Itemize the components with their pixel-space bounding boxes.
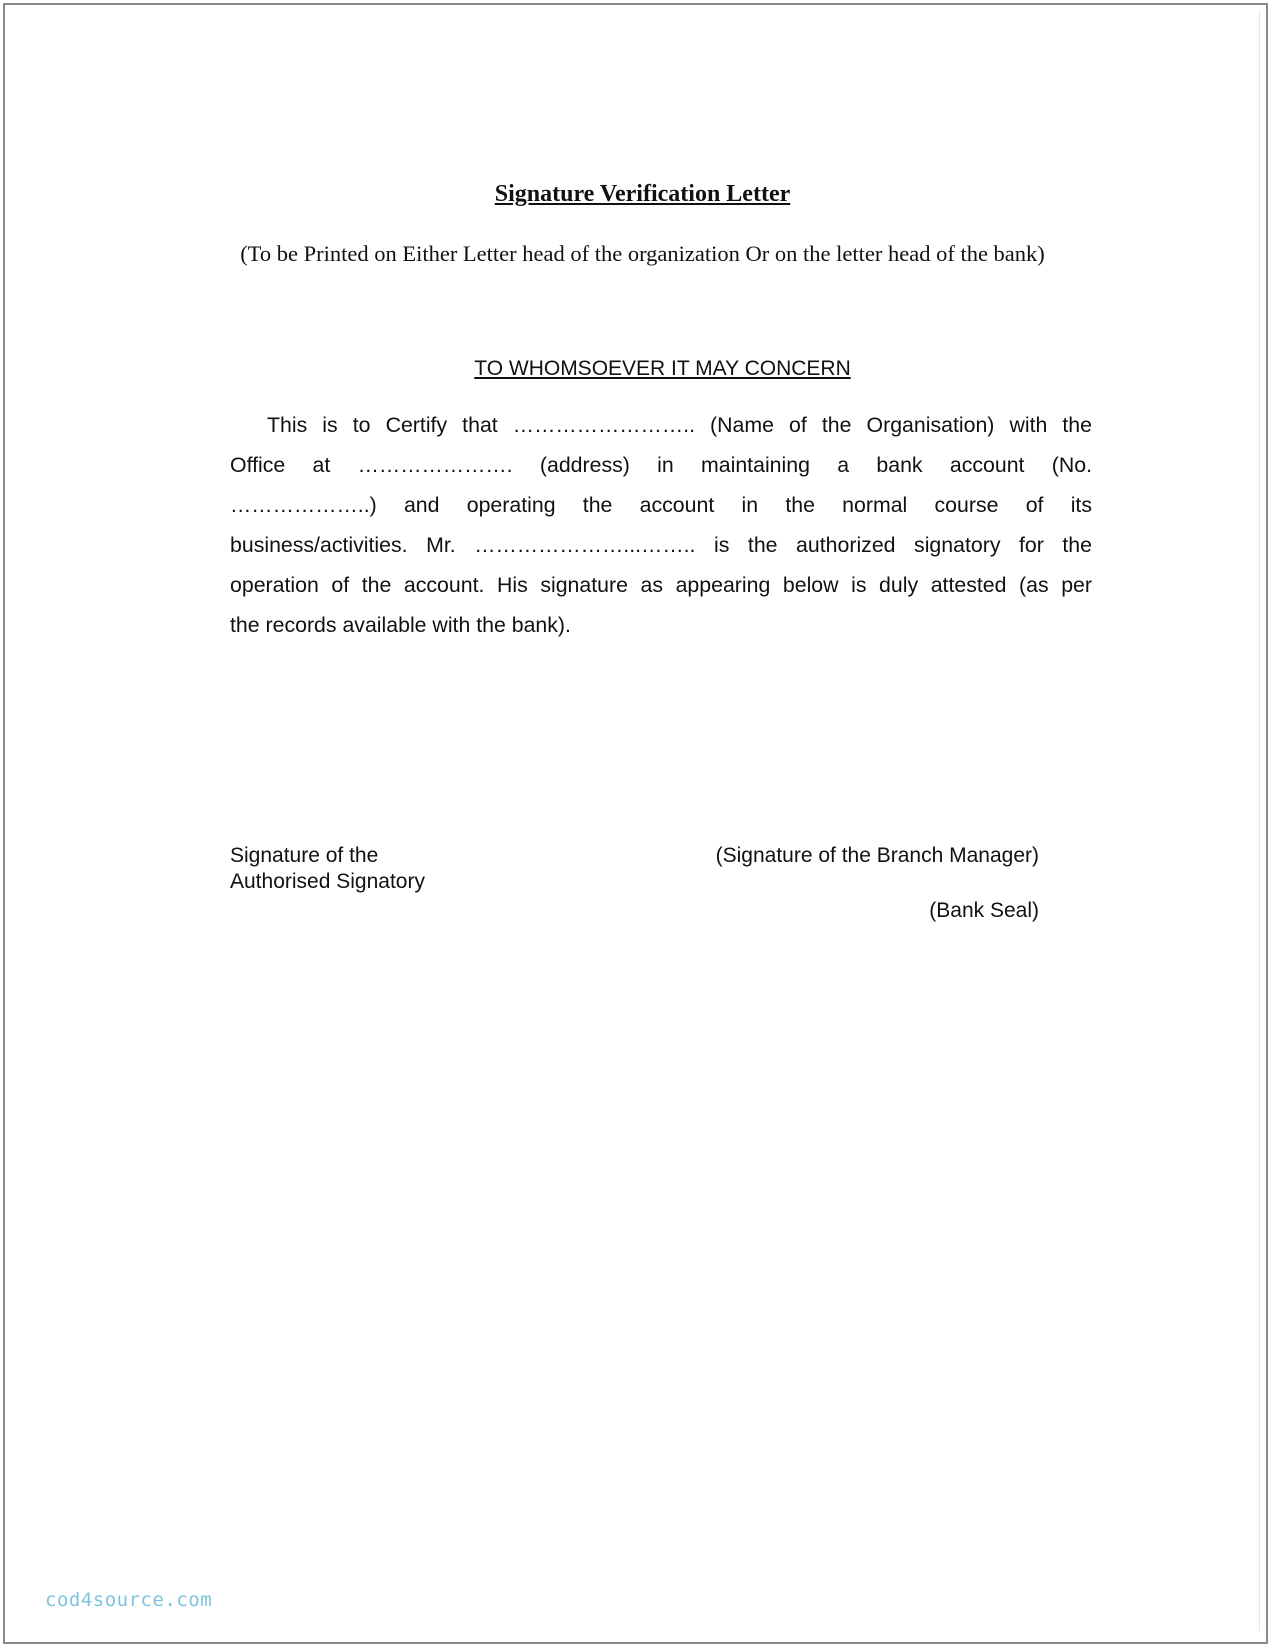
body-line-6: the records available with the bank). [230, 613, 571, 637]
body-line-1: This is to Certify that …………………….. (Name of the Organisation) with the [267, 413, 1092, 437]
authorised-signatory-block [230, 843, 425, 895]
bank-seal-label: (Bank Seal) [929, 899, 1039, 922]
letter-page [3, 3, 1268, 1644]
body-line-5: operation of the account. His signature as appearing below is duly attested (as per [230, 573, 1092, 597]
authorised-signatory-line-2: Authorised Signatory [230, 870, 425, 893]
body-line-3: ………………..) and operating the account in the normal course of its [230, 493, 1092, 517]
watermark: cod4source.com [45, 1589, 213, 1611]
letter-subtitle: (To be Printed on Either Letter head of the organization Or on the letter head of the bank) [240, 241, 1045, 266]
letter-title [5, 181, 1275, 208]
authorised-signatory-line-1: Signature of the [230, 844, 379, 867]
body-line-4: business/activities. Mr. …………………...…….. is the authorized signatory for the [230, 533, 1092, 557]
salutation-text: TO WHOMSOEVER IT MAY CONCERN [474, 357, 851, 380]
letter-title-text: Signature Verification Letter [494, 181, 791, 207]
body-line-2: Office at …………………. (address) in maintaining a bank account (No. [230, 453, 1092, 477]
letter-body [230, 405, 1092, 645]
branch-manager-signature-label: (Signature of the Branch Manager) [715, 844, 1039, 867]
salutation [5, 357, 1275, 381]
